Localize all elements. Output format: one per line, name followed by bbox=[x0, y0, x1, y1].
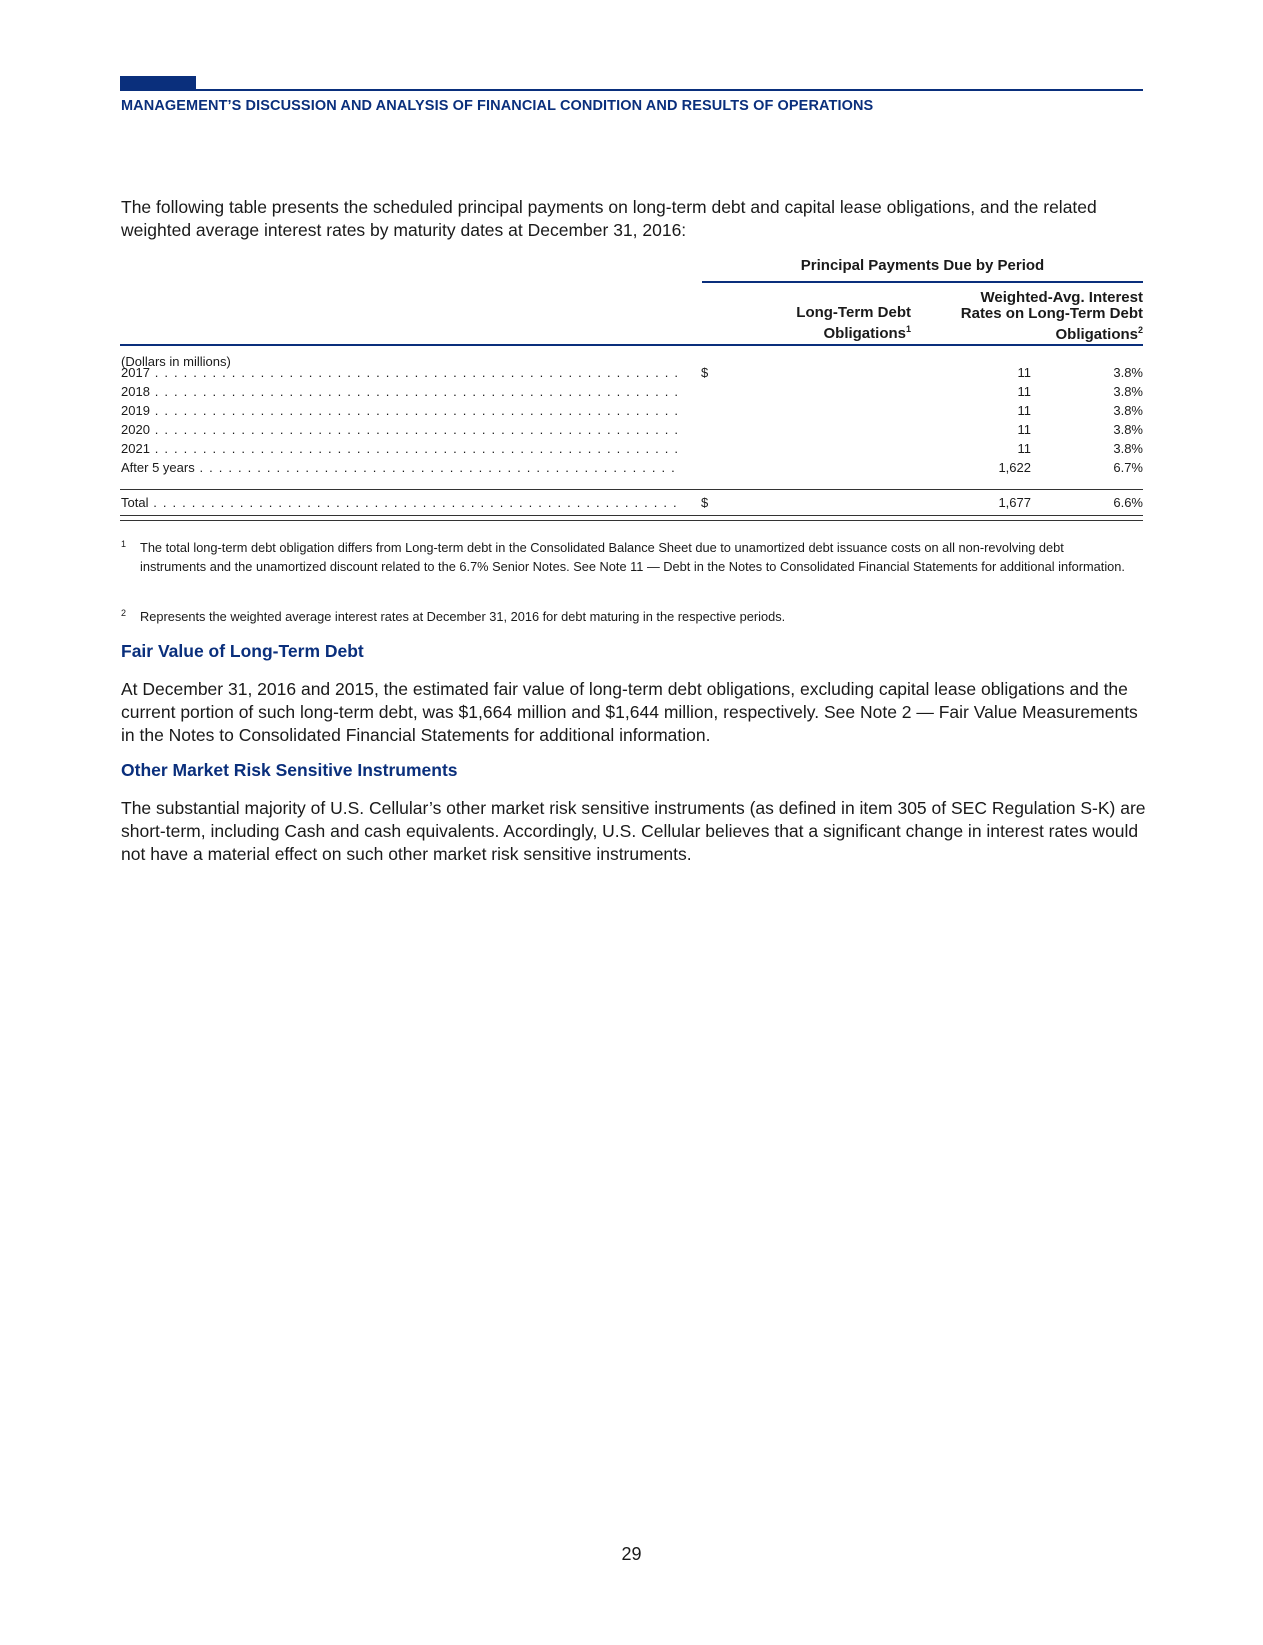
interest-rate: 3.8% bbox=[1113, 384, 1143, 399]
table-row bbox=[121, 401, 1143, 420]
section-title-fair-value: Fair Value of Long-Term Debt bbox=[121, 641, 364, 661]
debt-total-value: 1,677 bbox=[998, 495, 1031, 510]
interest-rate: 6.7% bbox=[1113, 460, 1143, 475]
table-row bbox=[121, 439, 1143, 458]
column-header-line: Long-Term Debt bbox=[796, 304, 911, 321]
interest-rate: 3.8% bbox=[1113, 422, 1143, 437]
table-units-caption: (Dollars in millions) bbox=[121, 354, 231, 369]
interest-rate: 3.8% bbox=[1113, 441, 1143, 456]
page-number: 29 bbox=[621, 1544, 642, 1564]
table-row bbox=[121, 382, 1143, 401]
group-header-rule bbox=[702, 281, 1143, 283]
footnote-1 bbox=[121, 538, 1131, 576]
table-row bbox=[121, 420, 1143, 439]
debt-value: 11 bbox=[1017, 441, 1031, 456]
interest-rate: 3.8% bbox=[1113, 365, 1143, 380]
column-header-line bbox=[910, 322, 1143, 343]
section-header-title: MANAGEMENT’S DISCUSSION AND ANALYSIS OF FINANCIAL CONDITION AND RESULTS OF OPERATIONS bbox=[121, 98, 874, 114]
debt-value: 1,622 bbox=[998, 460, 1031, 475]
footnote-mark: 2 bbox=[121, 608, 127, 618]
table-header-rule bbox=[120, 344, 1143, 346]
column-header-text: Obligations bbox=[823, 325, 906, 342]
section-body-fair-value: At December 31, 2016 and 2015, the estimated fair value of long-term debt obligations, excluding capital lease obligations and the current portion of such long-term debt, was $1,664 million and $1,644 million, respectively. See Note 2 — Fair Value Measurements in the Notes to Consolidated Financial Statements for additional information. bbox=[121, 679, 1138, 745]
debt-value: 11 bbox=[1017, 365, 1031, 380]
footnote-ref: 2 bbox=[1137, 325, 1143, 335]
row-label: 2017 . . . bbox=[121, 363, 681, 382]
table-group-header: Principal Payments Due by Period bbox=[800, 257, 1045, 274]
debt-value: 11 bbox=[1017, 422, 1031, 437]
column-header-line: Rates on Long-Term Debt bbox=[960, 305, 1143, 322]
debt-value: 11 bbox=[1017, 403, 1031, 418]
column-header-text: Obligations bbox=[1055, 326, 1138, 343]
interest-rate: 3.8% bbox=[1113, 403, 1143, 418]
table-row bbox=[121, 363, 1143, 382]
interest-rate-total: 6.6% bbox=[1113, 495, 1143, 510]
debt-value: 11 bbox=[1017, 384, 1031, 399]
table-total-row bbox=[121, 493, 1143, 512]
section-title-other-market-risk: Other Market Risk Sensitive Instruments bbox=[121, 760, 458, 780]
row-label: 2020 . . . bbox=[121, 420, 681, 439]
footnote-text: The total long-term debt obligation differs from Long-term debt in the Consolidated Balance Sheet due to unamortized debt issuance costs on all non-revolving debt instruments and the unamortized discount related to the 6.7% Senior Notes. See Note 11 — Debt in the Notes to Consolidated Financial Statements for additional information. bbox=[140, 540, 1125, 574]
currency-symbol: $ bbox=[701, 365, 709, 380]
header-rule bbox=[120, 89, 1143, 91]
currency-symbol: $ bbox=[701, 495, 709, 510]
column-header-line bbox=[740, 321, 911, 342]
row-label: 2021 . . . bbox=[121, 439, 681, 458]
row-label: After 5 years . . . bbox=[121, 458, 681, 477]
intro-paragraph: The following table presents the scheduled principal payments on long-term debt and capital lease obligations, and the related weighted average interest rates by maturity dates at December 31, 2016: bbox=[121, 197, 1097, 240]
column-header-interest-rates bbox=[910, 290, 1143, 343]
footnote-text: Represents the weighted average interest rates at December 31, 2016 for debt maturing in the respective periods. bbox=[140, 609, 786, 624]
subtotal-rule-label bbox=[120, 489, 702, 490]
header-accent-bar bbox=[120, 76, 196, 89]
row-label: 2018 . . . bbox=[121, 382, 681, 401]
table-row bbox=[121, 458, 1143, 477]
row-label: 2019 . . . bbox=[121, 401, 681, 420]
footnote-mark: 1 bbox=[121, 539, 127, 549]
column-header-long-term-debt bbox=[740, 305, 911, 342]
total-double-rule bbox=[120, 515, 1143, 521]
column-header-line: Weighted-Avg. Interest bbox=[980, 289, 1143, 306]
section-body-other-market-risk: The substantial majority of U.S. Cellular’s other market risk sensitive instruments (as defined in item 305 of SEC Regulation S-K) are short-term, including Cash and cash equivalents. Accordingly, U.S. Cellular believes that a significant change in interest rates would not have a material effect on such other market risk sensitive instruments. bbox=[121, 798, 1146, 864]
footnote-ref: 1 bbox=[905, 324, 911, 334]
subtotal-rule bbox=[702, 489, 1143, 490]
row-label: Total . . . bbox=[121, 493, 681, 512]
footnote-2 bbox=[121, 607, 1131, 626]
